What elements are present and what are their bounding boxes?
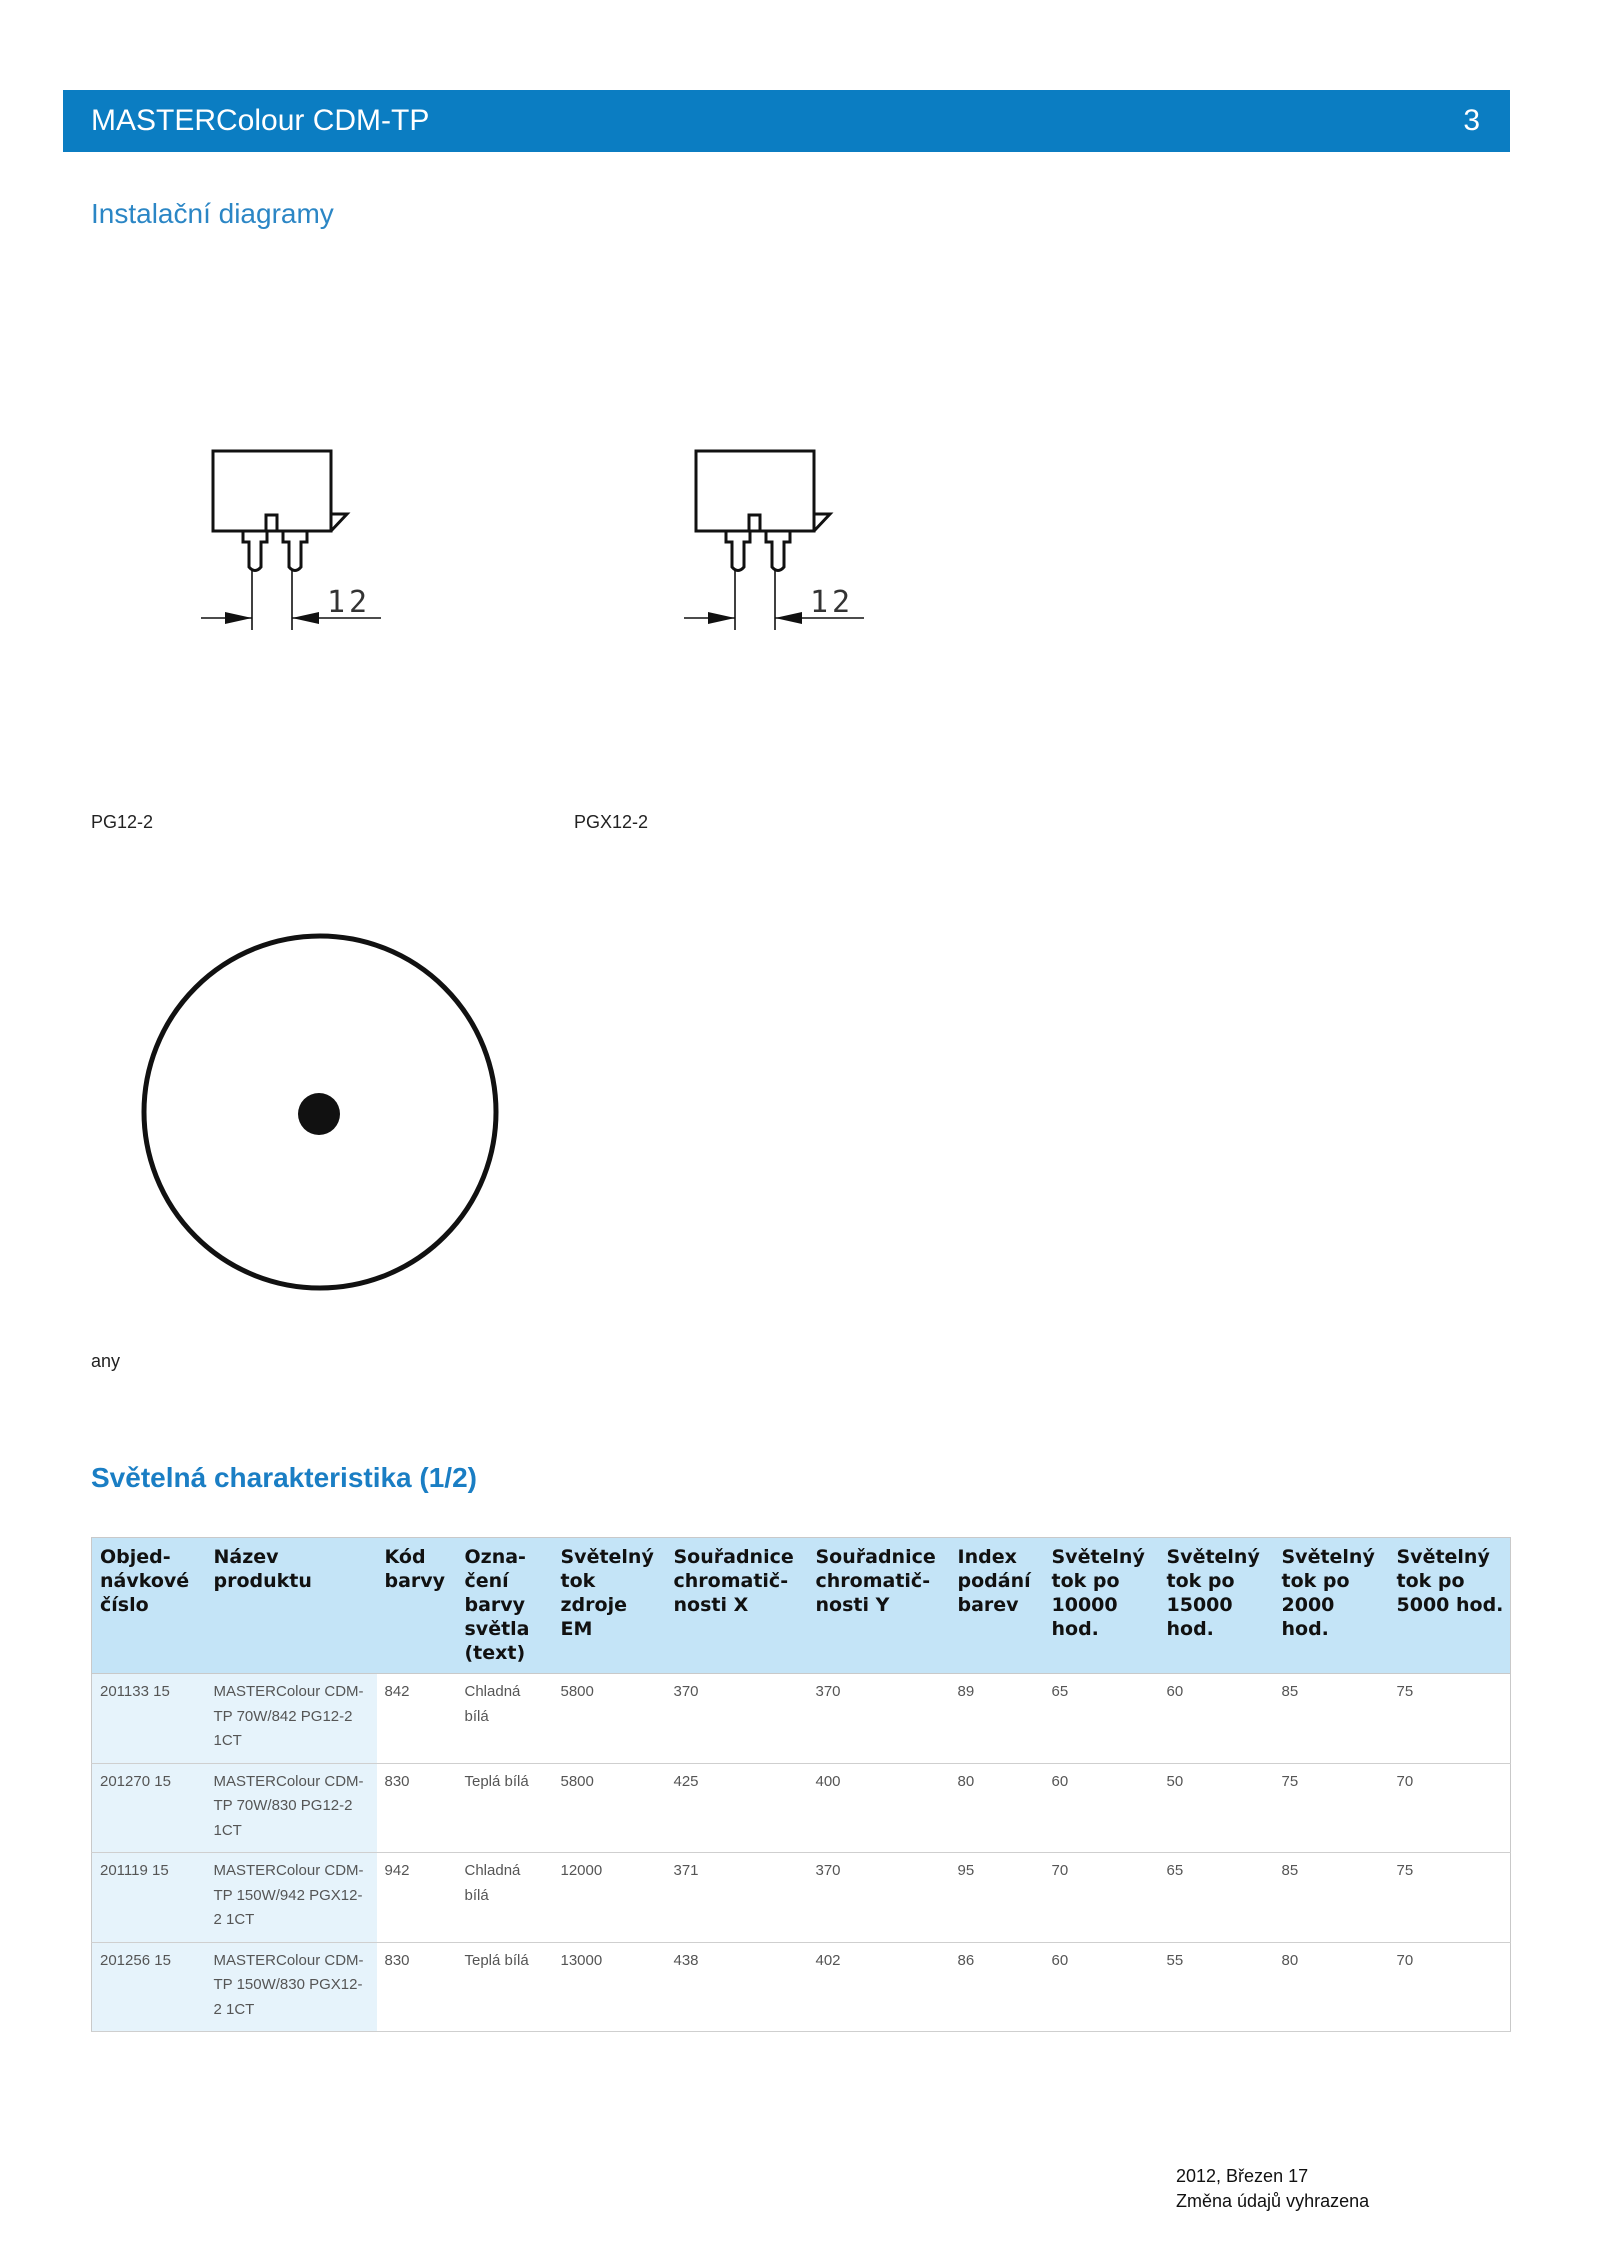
table-cell: 60 — [1044, 1942, 1159, 2032]
footer — [1176, 2164, 1369, 2214]
table-cell: Chladná bílá — [457, 1674, 553, 1764]
table-cell: 370 — [808, 1853, 950, 1943]
table-cell: 60 — [1159, 1674, 1274, 1764]
table-cell: 85 — [1274, 1853, 1389, 1943]
page-number: 3 — [1463, 104, 1480, 137]
table-cell: 75 — [1389, 1853, 1511, 1943]
column-header: Souřadnice chromatič- nosti Y — [808, 1538, 950, 1674]
column-header: Světelný tok po 10000 hod. — [1044, 1538, 1159, 1674]
table-cell: Teplá bílá — [457, 1763, 553, 1853]
pg12-2-base-diagram — [195, 440, 395, 640]
column-header: Souřadnice chromatič- nosti X — [666, 1538, 808, 1674]
table-cell: 942 — [377, 1853, 457, 1943]
table-cell: 201270 15 — [92, 1763, 206, 1853]
dimension-label: 12 — [810, 585, 855, 620]
table-cell: 70 — [1389, 1942, 1511, 2032]
light-characteristics-title: Světelná charakteristika (1/2) — [91, 1462, 477, 1493]
dimension-label: 12 — [327, 585, 372, 620]
table-cell: 370 — [808, 1674, 950, 1764]
table-cell: MASTERColour CDM-TP 150W/830 PGX12-2 1CT — [206, 1942, 377, 2032]
table-cell: 65 — [1044, 1674, 1159, 1764]
table-header-row — [92, 1538, 1511, 1674]
diagram-label-any: any — [91, 1351, 121, 1371]
column-header: Světelný tok po 5000 hod. — [1389, 1538, 1511, 1674]
table-cell: 89 — [950, 1674, 1044, 1764]
table-cell: 55 — [1159, 1942, 1274, 2032]
table-cell: MASTERColour CDM-TP 70W/830 PG12-2 1CT — [206, 1763, 377, 1853]
footer-note: Změna údajů vyhrazena — [1176, 2191, 1370, 2211]
table-cell: 75 — [1274, 1763, 1389, 1853]
column-header: Světelný tok po 15000 hod. — [1159, 1538, 1274, 1674]
table-row — [92, 1674, 1511, 1764]
light-characteristics-table — [91, 1537, 1511, 2032]
table-cell: 201133 15 — [92, 1674, 206, 1764]
column-header: Objed- návkové číslo — [92, 1538, 206, 1674]
table-cell: 201119 15 — [92, 1853, 206, 1943]
header-bar — [63, 90, 1510, 152]
table-cell: 425 — [666, 1763, 808, 1853]
table-cell: MASTERColour CDM-TP 70W/842 PG12-2 1CT — [206, 1674, 377, 1764]
table-cell: 13000 — [553, 1942, 666, 2032]
table-cell: 370 — [666, 1674, 808, 1764]
table-cell: 830 — [377, 1942, 457, 2032]
table-cell: 85 — [1274, 1674, 1389, 1764]
table-cell: 438 — [666, 1942, 808, 2032]
table-cell: 75 — [1389, 1674, 1511, 1764]
table-row — [92, 1763, 1511, 1853]
column-header: Název produktu — [206, 1538, 377, 1674]
table-cell: 5800 — [553, 1674, 666, 1764]
diagram-label-pgx12-2: PGX12-2 — [574, 812, 649, 832]
table-row — [92, 1942, 1511, 2032]
table-cell: 80 — [950, 1763, 1044, 1853]
table-cell: 842 — [377, 1674, 457, 1764]
burning-position-diagram — [135, 925, 505, 1295]
table-cell: 70 — [1044, 1853, 1159, 1943]
table-cell: Teplá bílá — [457, 1942, 553, 2032]
table-cell: 830 — [377, 1763, 457, 1853]
column-header: Světelný tok zdroje EM — [553, 1538, 666, 1674]
table-cell: 50 — [1159, 1763, 1274, 1853]
table-cell: 80 — [1274, 1942, 1389, 2032]
column-header: Ozna- čení barvy světla (text) — [457, 1538, 553, 1674]
table-cell: 86 — [950, 1942, 1044, 2032]
table-cell: 402 — [808, 1942, 950, 2032]
table-cell: 5800 — [553, 1763, 666, 1853]
table-cell: 12000 — [553, 1853, 666, 1943]
table-cell: 201256 15 — [92, 1942, 206, 2032]
column-header: Kód barvy — [377, 1538, 457, 1674]
footer-date: 2012, Březen 17 — [1176, 2166, 1309, 2186]
table-cell: 70 — [1389, 1763, 1511, 1853]
table-cell: MASTERColour CDM-TP 150W/942 PGX12-2 1CT — [206, 1853, 377, 1943]
pgx12-2-base-diagram — [678, 440, 878, 640]
table-cell: 65 — [1159, 1853, 1274, 1943]
table-cell: 60 — [1044, 1763, 1159, 1853]
table-row — [92, 1853, 1511, 1943]
diagram-label-pg12-2: PG12-2 — [91, 812, 154, 832]
table-cell: 95 — [950, 1853, 1044, 1943]
table-cell: 371 — [666, 1853, 808, 1943]
table-cell: Chladná bílá — [457, 1853, 553, 1943]
column-header: Světelný tok po 2000 hod. — [1274, 1538, 1389, 1674]
column-header: Index podání barev — [950, 1538, 1044, 1674]
installation-title: Instalační diagramy — [91, 198, 334, 229]
table-cell: 400 — [808, 1763, 950, 1853]
document-title: MASTERColour CDM-TP — [91, 104, 430, 137]
